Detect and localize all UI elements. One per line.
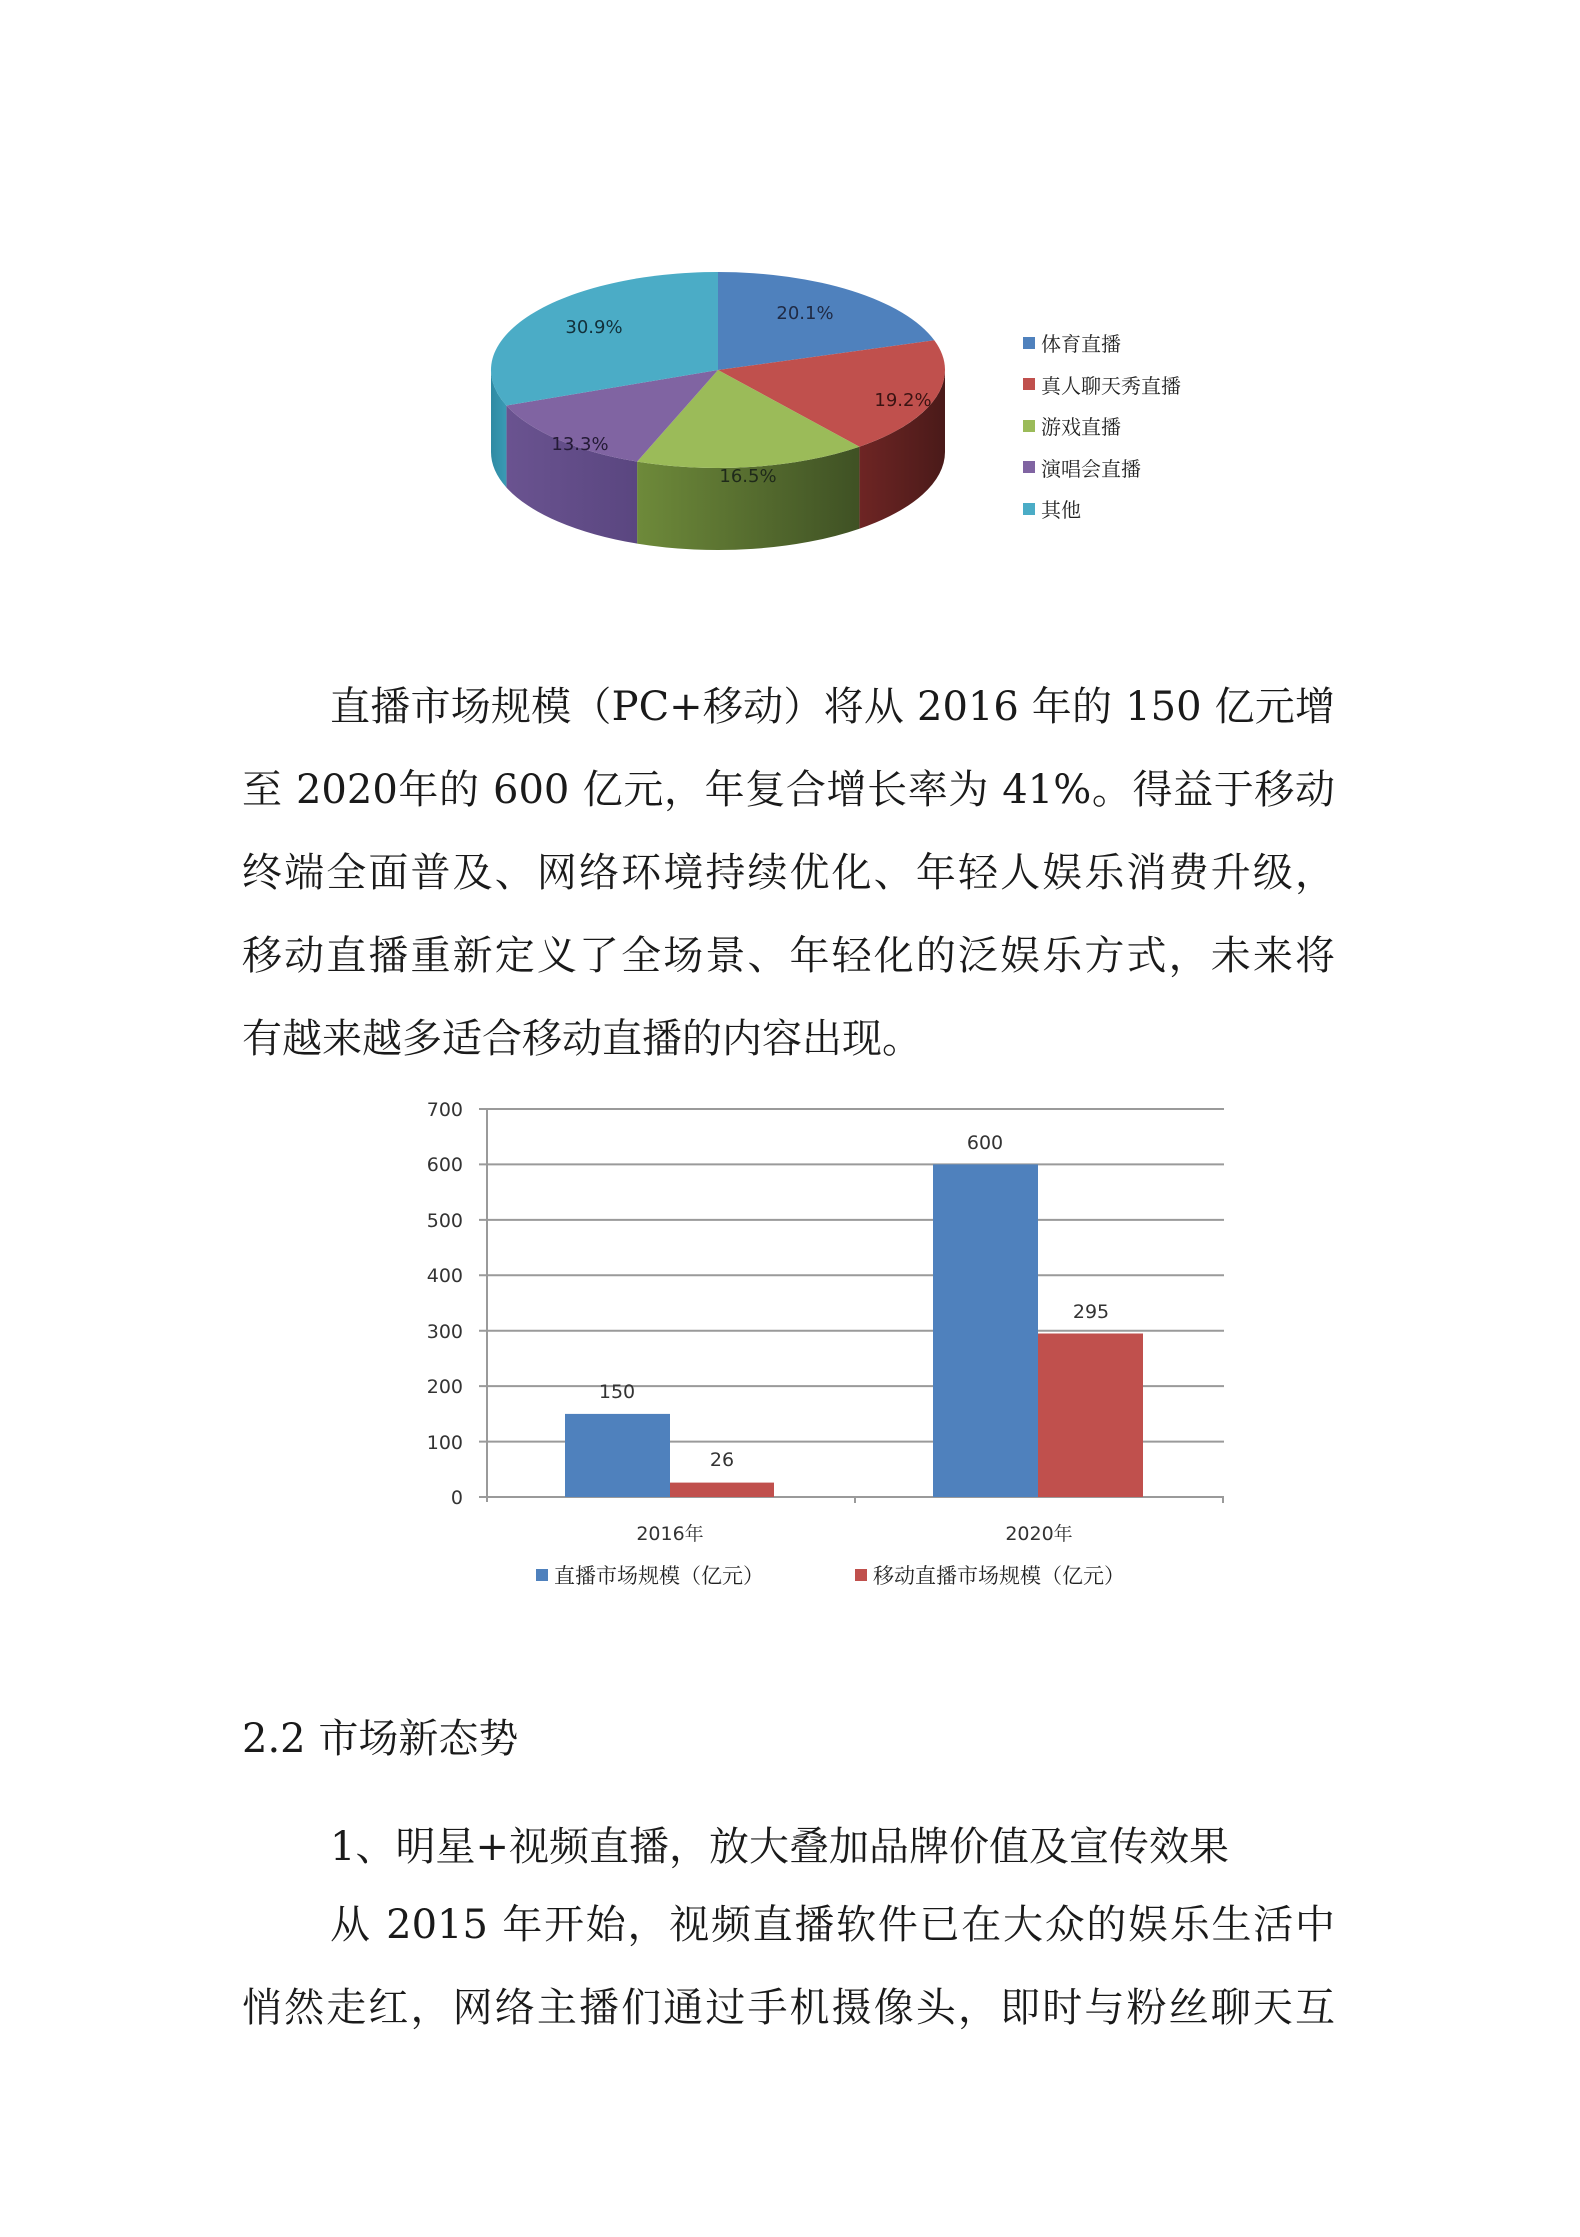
pie-label-sports: 20.1% xyxy=(776,303,834,324)
section-heading: 2.2 市场新态势 xyxy=(242,1716,519,1762)
paragraph-line: 至 2020年的 600 亿元，年复合增长率为 41%。得益于移动 xyxy=(242,767,1335,813)
paragraph-market-size xyxy=(242,666,1335,1081)
legend-label: 游戏直播 xyxy=(1041,415,1121,440)
paragraph-line: 直播市场规模（PC+移动）将从 2016 年的 150 亿元增 xyxy=(330,684,1335,730)
bar-2020-mobile-market xyxy=(1038,1334,1143,1498)
bar-value-label: 150 xyxy=(598,1381,636,1403)
section-subheading: 1、明星+视频直播，放大叠加品牌价值及宣传效果 xyxy=(330,1824,1229,1870)
y-tick-label: 400 xyxy=(426,1265,463,1287)
legend-label: 直播市场规模（亿元） xyxy=(554,1564,764,1588)
pie-label-gaming: 16.5% xyxy=(719,466,777,487)
legend-label: 移动直播市场规模（亿元） xyxy=(873,1564,1125,1588)
y-tick-label: 200 xyxy=(426,1376,463,1398)
pie-label-concert: 13.3% xyxy=(551,434,609,455)
bar-2016-live-market xyxy=(565,1414,670,1497)
y-tick-label: 0 xyxy=(450,1487,463,1509)
legend-label: 其他 xyxy=(1041,498,1081,523)
legend-swatch-icon xyxy=(1023,420,1035,432)
legend-item-sports xyxy=(1023,322,1181,364)
paragraph-line: 悄然走红，网络主播们通过手机摄像头，即时与粉丝聊天互 xyxy=(242,1985,1335,2031)
paragraph-trend xyxy=(242,1884,1335,2050)
bar-legend-item-live xyxy=(536,1560,764,1590)
paragraph-line: 移动直播重新定义了全场景、年轻化的泛娱乐方式，未来将 xyxy=(242,933,1335,979)
y-tick-labels xyxy=(427,1099,463,1509)
y-tick-label: 500 xyxy=(426,1210,463,1232)
y-tick-label: 300 xyxy=(426,1321,463,1343)
legend-swatch-icon xyxy=(1023,337,1035,349)
legend-label: 真人聊天秀直播 xyxy=(1041,373,1181,398)
bar-legend-item-mobile xyxy=(855,1560,1125,1590)
legend-item-chat-show xyxy=(1023,364,1181,406)
bar-value-label: 26 xyxy=(709,1449,735,1471)
bar-value-label: 600 xyxy=(966,1132,1004,1154)
paragraph-line: 有越来越多适合移动直播的内容出现。 xyxy=(242,1016,922,1062)
paragraph-line: 终端全面普及、网络环境持续优化、年轻人娱乐消费升级， xyxy=(242,850,1335,896)
pie-chart xyxy=(0,0,1580,620)
legend-label: 体育直播 xyxy=(1041,332,1121,357)
legend-swatch-icon xyxy=(536,1569,548,1581)
paragraph-line: 从 2015 年开始，视频直播软件已在大众的娱乐生活中 xyxy=(330,1902,1335,1948)
x-category-label: 2016年 xyxy=(636,1523,704,1545)
y-tick-label: 600 xyxy=(426,1154,463,1176)
legend-swatch-icon xyxy=(855,1569,867,1581)
bar-value-label: 295 xyxy=(1072,1301,1110,1323)
legend-swatch-icon xyxy=(1023,503,1035,515)
y-tick-label: 700 xyxy=(426,1099,463,1121)
bar-2020-live-market xyxy=(933,1164,1038,1497)
pie-legend xyxy=(1023,322,1181,530)
legend-item-other xyxy=(1023,488,1181,530)
legend-label: 演唱会直播 xyxy=(1041,456,1141,481)
legend-item-gaming xyxy=(1023,405,1181,447)
legend-swatch-icon xyxy=(1023,461,1035,473)
bar-chart xyxy=(0,1080,1580,1560)
bar-2016-mobile-market xyxy=(670,1483,774,1497)
y-tick-label: 100 xyxy=(426,1432,463,1454)
legend-swatch-icon xyxy=(1023,378,1035,390)
pie-label-other: 30.9% xyxy=(565,317,623,338)
x-category-label: 2020年 xyxy=(1005,1523,1073,1545)
pie-label-chat-show: 19.2% xyxy=(874,390,932,411)
legend-item-concert xyxy=(1023,447,1181,489)
